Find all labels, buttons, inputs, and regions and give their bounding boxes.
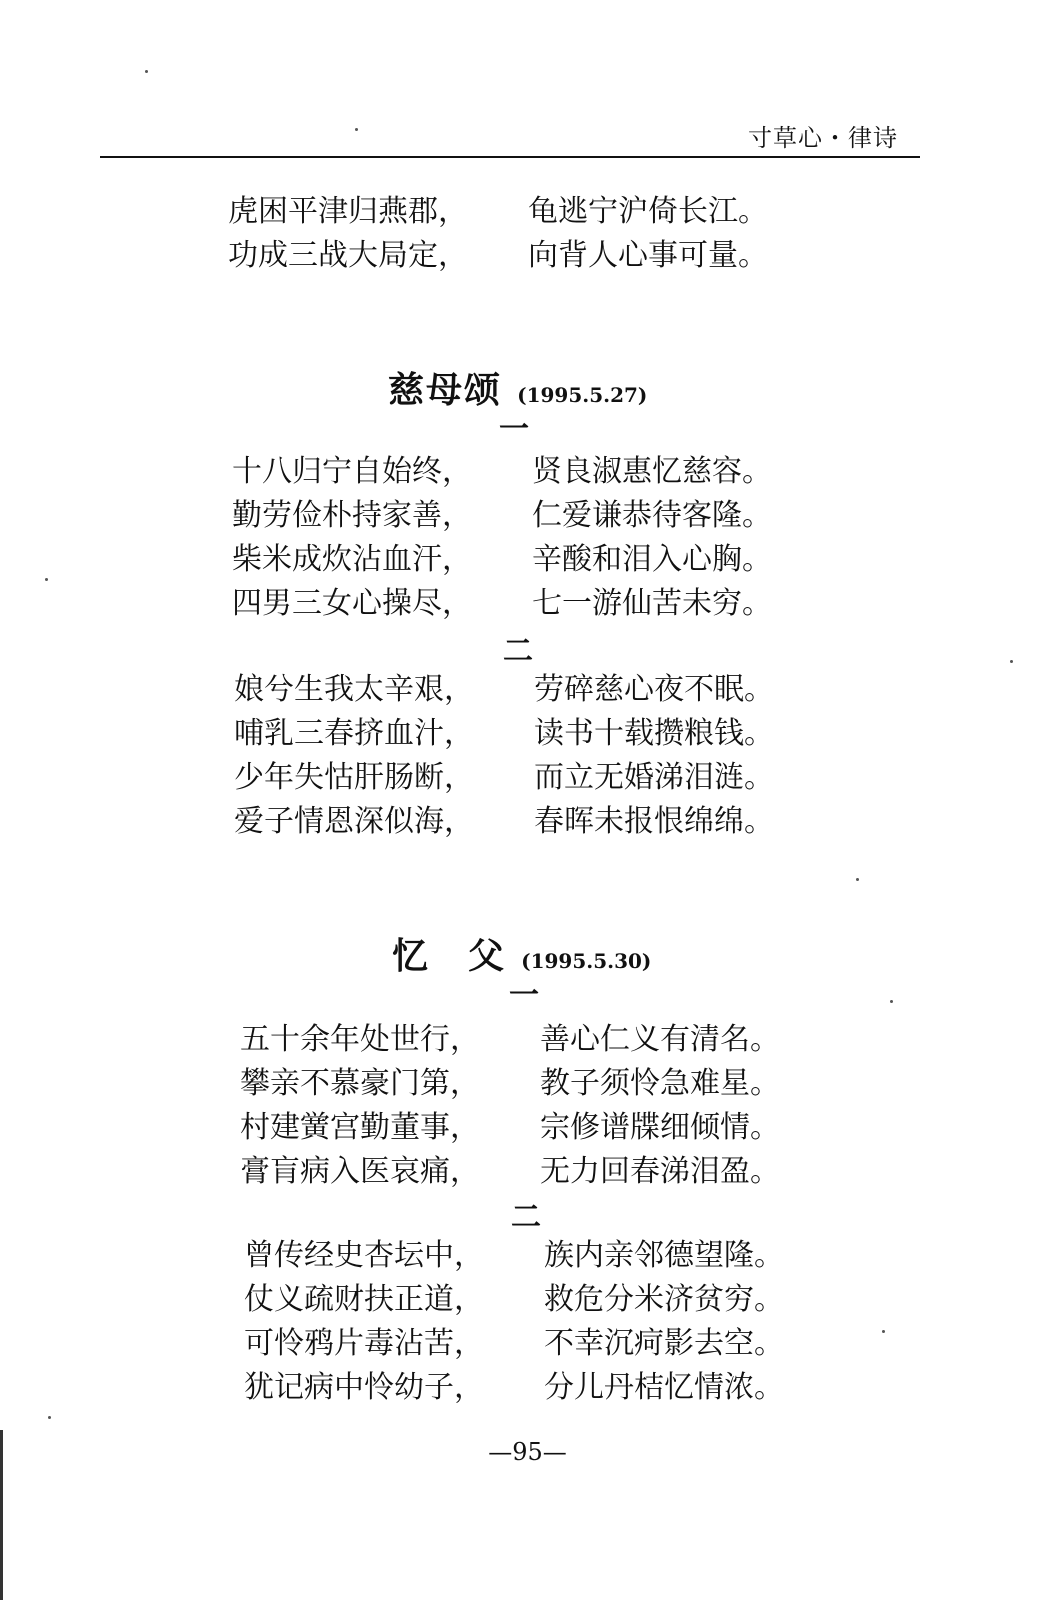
verse-right: 龟逃宁沪倚长江。 — [528, 194, 768, 229]
verse-left: 勤劳俭朴持家善， — [232, 498, 472, 533]
scan-speck — [355, 128, 358, 131]
poem-title-text: 忆 父 — [392, 935, 507, 977]
scan-speck — [45, 578, 48, 581]
verse-left: 娘兮生我太辛艰， — [234, 672, 474, 707]
verse-left: 四男三女心操尽， — [232, 586, 472, 621]
verse-left: 爱子情恩深似海， — [234, 804, 474, 839]
verse-right: 劳碎慈心夜不眠。 — [534, 672, 774, 707]
verse-right: 善心仁义有清名。 — [540, 1022, 780, 1057]
verse-right: 分儿丹桔忆情浓。 — [544, 1370, 784, 1405]
verse-left: 哺乳三春挤血汁， — [234, 716, 474, 751]
section-marker: 一 — [509, 978, 539, 1013]
scan-speck — [1010, 660, 1013, 663]
poem-date: (1995.5.27) — [517, 383, 648, 407]
page-number: —95— — [488, 1438, 567, 1466]
verse-right: 贤良淑惠忆慈容。 — [532, 454, 772, 489]
verse-left: 五十余年处世行， — [240, 1022, 480, 1057]
section-marker: 二 — [503, 634, 533, 669]
verse-left: 曾传经史杏坛中， — [244, 1238, 484, 1273]
verse-left: 仗义疏财扶正道， — [244, 1282, 484, 1317]
running-header — [100, 112, 920, 158]
verse-left: 攀亲不慕豪门第， — [240, 1066, 480, 1101]
verse-right: 无力回春涕泪盈。 — [540, 1154, 780, 1189]
verse-left: 村建黉宫勤董事， — [240, 1110, 480, 1145]
verse-left: 十八归宁自始终， — [232, 454, 472, 489]
verse-right: 辛酸和泪入心胸。 — [532, 542, 772, 577]
verse-right: 宗修谱牒细倾情。 — [540, 1110, 780, 1145]
section-marker: 二 — [511, 1200, 541, 1235]
scan-speck — [882, 1330, 885, 1333]
scan-speck — [145, 70, 148, 73]
header-title: 寸草心・律诗 — [748, 124, 898, 152]
section-marker: 一 — [499, 412, 529, 447]
verse-right: 教子须怜急难星。 — [540, 1066, 780, 1101]
scan-edge-shadow — [0, 1430, 3, 1600]
verse-right: 族内亲邻德望隆。 — [544, 1238, 784, 1273]
verse-right: 读书十载攒粮钱。 — [534, 716, 774, 751]
poem-title-text: 慈母颂 — [388, 369, 503, 411]
verse-left: 功成三战大局定， — [228, 238, 468, 273]
scan-speck — [856, 878, 859, 881]
verse-right: 不幸沉疴影去空。 — [544, 1326, 784, 1361]
verse-left: 少年失怙肝肠断， — [234, 760, 474, 795]
poem-date: (1995.5.30) — [521, 949, 652, 973]
verse-left: 犹记病中怜幼子， — [244, 1370, 484, 1405]
verse-left: 柴米成炊沾血汗， — [232, 542, 472, 577]
scan-speck — [890, 1000, 893, 1003]
scan-speck — [48, 1416, 51, 1419]
verse-left: 膏肓病入医哀痛， — [240, 1154, 480, 1189]
verse-right: 仁爱谦恭待客隆。 — [532, 498, 772, 533]
verse-right: 救危分米济贫穷。 — [544, 1282, 784, 1317]
verse-left: 可怜鸦片毒沾苦， — [244, 1326, 484, 1361]
verse-right: 七一游仙苦未穷。 — [532, 586, 772, 621]
verse-left: 虎困平津归燕郡， — [228, 194, 468, 229]
verse-right: 向背人心事可量。 — [528, 238, 768, 273]
verse-right: 而立无婚涕泪涟。 — [534, 760, 774, 795]
verse-right: 春晖未报恨绵绵。 — [534, 804, 774, 839]
